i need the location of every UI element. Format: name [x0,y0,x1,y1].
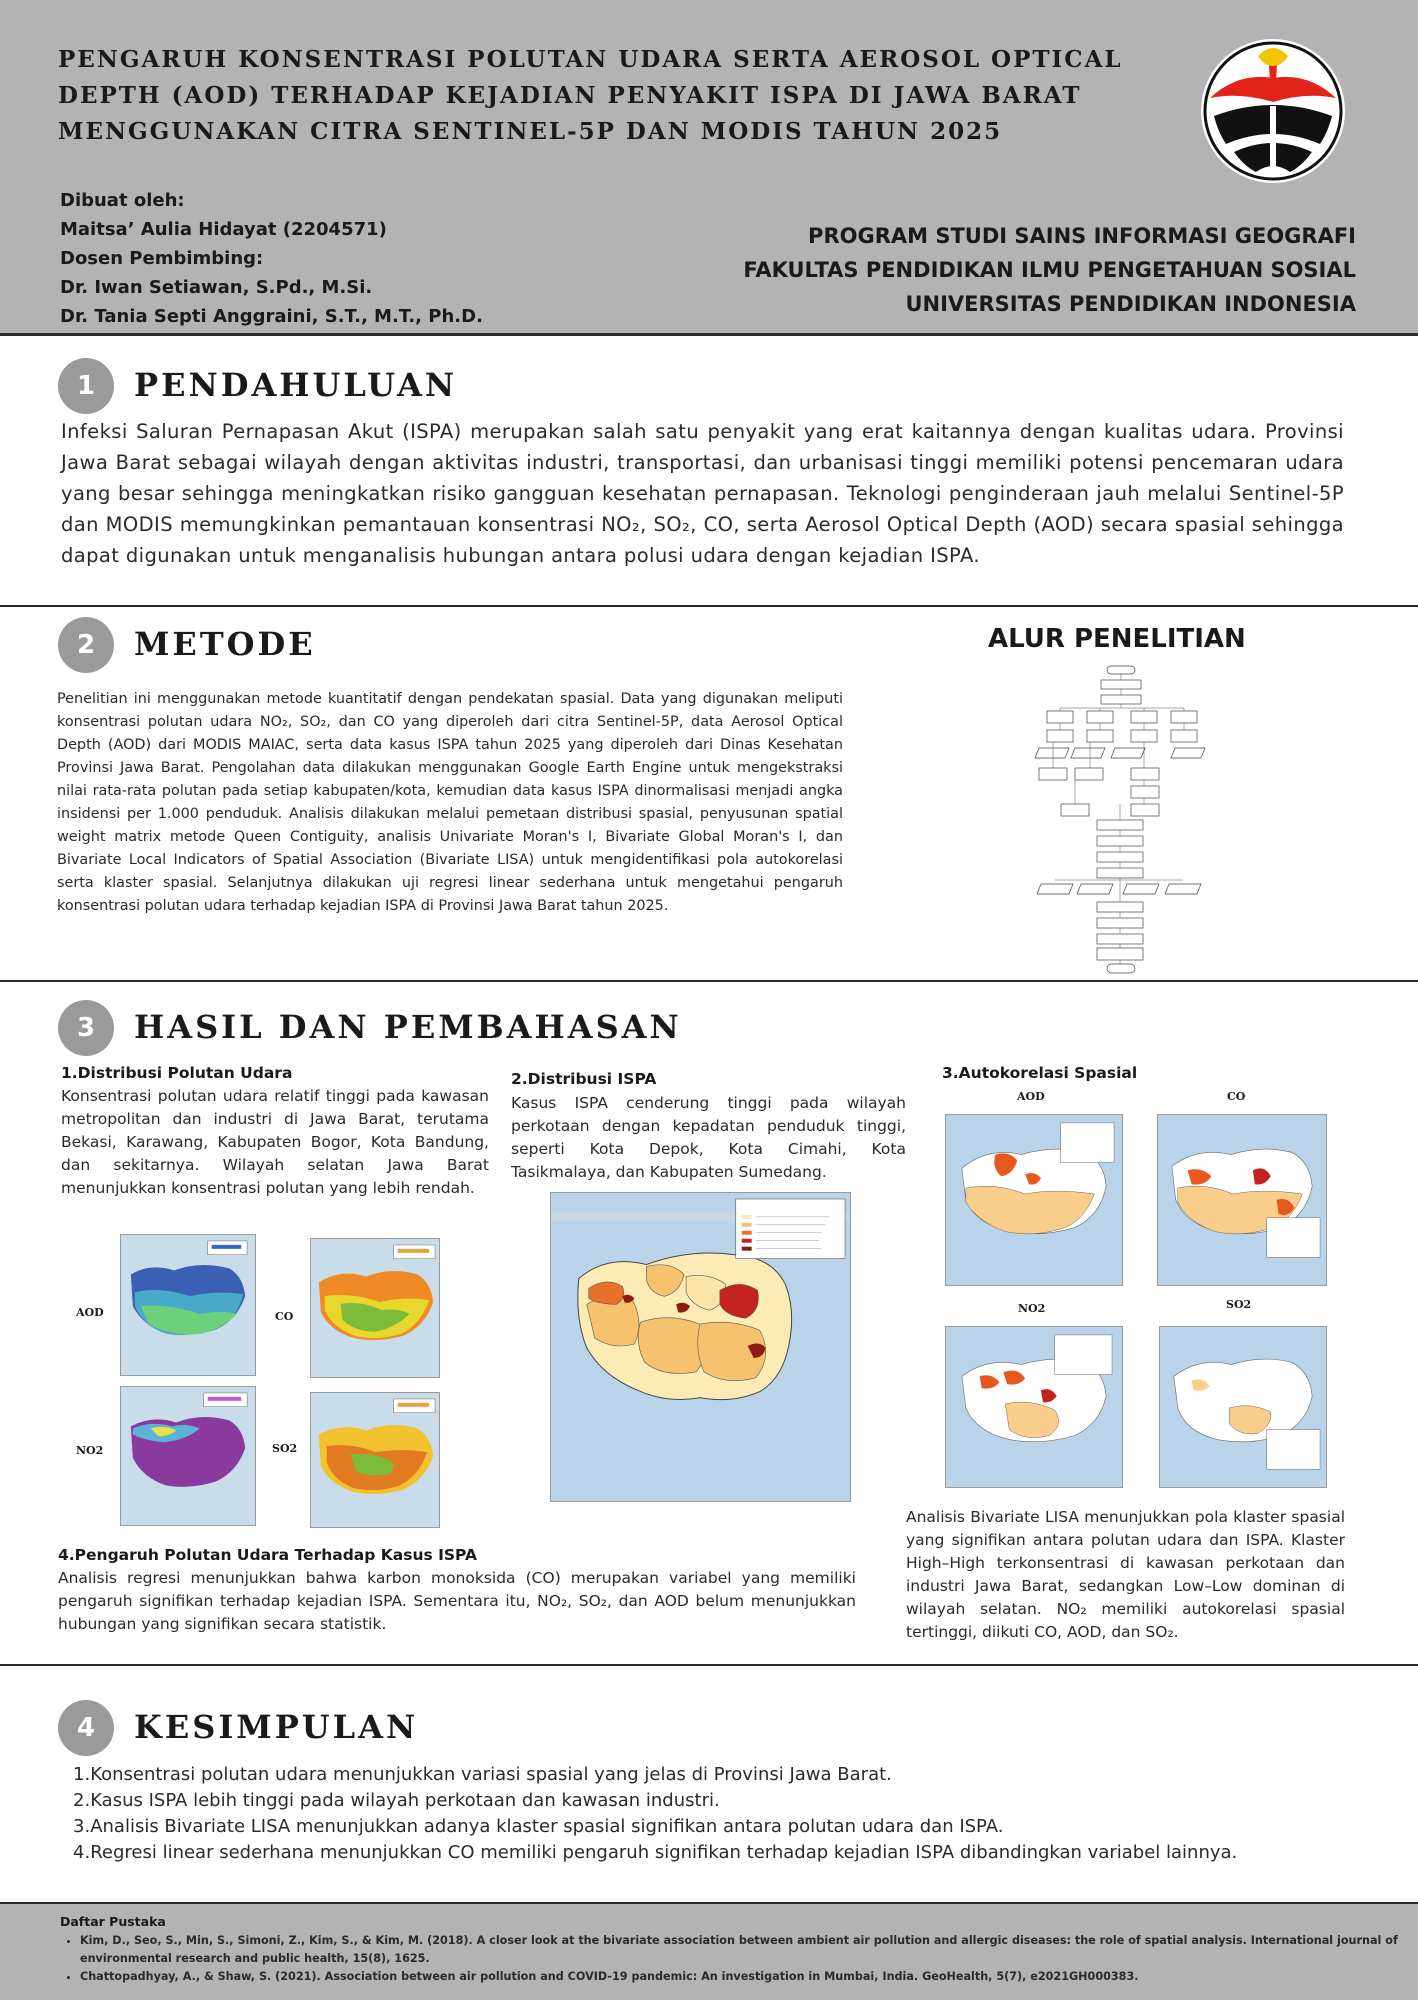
list-item [73,1814,1237,1840]
intro-paragraph: Infeksi Saluran Pernapasan Akut (ISPA) merupakan salah satu penyakit yang erat kaitannya dengan kualitas udara. Provinsi Jawa Barat sebagai wilayah dengan aktivitas industri, transportasi, dan urbanisasi tinggi memiliki potensi pencemaran udara yang besar sehingga meningkatkan risiko gangguan kesehatan pernapasan. Teknologi penginderaan jauh melalui Sentinel-5P dan MODIS memungkinkan pemantauan konsentrasi NO₂, SO₂, CO, serta Aerosol Optical Depth (AOD) secara spasial sehingga dapat digunakan untuk menganalisis hubungan antara polusi udara dengan kejadian ISPA. [61,420,1344,567]
list-number: 2. [73,1790,91,1811]
list-item [73,1762,1237,1788]
list-text: Analisis Bivariate LISA menunjukkan adanya klaster spasial signifikan antara polutan udara dan ISPA. [90,1816,1004,1837]
list-number: 1. [73,1764,91,1785]
map-label: CO [1227,1090,1246,1103]
subsection-paragraph: Analisis regresi menunjukkan bahwa karbon monoksida (CO) merupakan variabel yang memiliki pengaruh signifikan terhadap kejadian ISPA. Sementara itu, NO₂, SO₂, dan AOD belum menunjukkan hubungan yang signifikan secara statistik. [58,1569,856,1633]
so2-distribution-map [310,1392,440,1528]
title-line: DEPTH (AOD) TERHADAP KEJADIAN PENYAKIT ISPA DI JAWA BARAT [58,82,1082,109]
list-number: 4. [73,1842,91,1863]
references-footer [0,1902,1418,2000]
section-number: 2 [58,617,114,673]
references-title: Daftar Pustaka [60,1914,166,1929]
section-number: 4 [58,1700,114,1756]
map-label: NO2 [76,1444,104,1457]
co-distribution-map [310,1238,440,1378]
subsection-title: 1.Distribusi Polutan Udara [61,1064,293,1082]
subsection-paragraph: Konsentrasi polutan udara relatif tinggi pada kawasan metropolitan dan industri di Jawa Barat, terutama Bekasi, Karawang, Kabupaten Bogor, Kota Bandung, dan sekitarnya. Wilayah selatan Jawa Barat menunjukkan konsentrasi polutan yang lebih rendah. [61,1087,489,1197]
section-title: HASIL DAN PEMBAHASAN [134,1008,682,1046]
supervisor-name: Dr. Iwan Setiawan, S.Pd., M.Si. [60,277,373,298]
no2-lisa-map [945,1326,1123,1488]
references-list [80,1932,1410,1986]
list-text: Kasus ISPA lebih tinggi pada wilayah perkotaan dan kawasan industri. [90,1790,720,1811]
title-line: MENGGUNAKAN CITRA SENTINEL-5P DAN MODIS TAHUN 2025 [58,118,1003,145]
no2-distribution-map [120,1386,256,1526]
section-divider [0,1664,1418,1666]
institution-line: FAKULTAS PENDIDIKAN ILMU PENGETAHUAN SOSIAL [743,258,1356,282]
map-label: SO2 [1226,1298,1252,1311]
subsection-title: 4.Pengaruh Polutan Udara Terhadap Kasus ISPA [58,1546,477,1564]
section-title: METODE [134,625,316,663]
co-lisa-map [1157,1114,1327,1286]
list-number: 3. [73,1816,91,1837]
poster-header [0,0,1418,336]
institution-line: PROGRAM STUDI SAINS INFORMASI GEOGRAFI [808,224,1356,248]
made-by-label: Dibuat oleh: [60,190,185,211]
poster-title [58,42,1138,150]
map-label: SO2 [272,1442,298,1455]
institution-block [743,219,1356,321]
subsection-paragraph: Kasus ISPA cenderung tinggi pada wilayah perkotaan dengan kepadatan penduduk tinggi, seperti Kota Depok, Kota Cimahi, Kota Tasikmalaya, dan Kabupaten Sumedang. [511,1094,906,1181]
ispa-distribution-map [550,1192,851,1502]
section-title: KESIMPULAN [134,1708,419,1746]
map-label: CO [275,1310,294,1323]
subsection-title: 3.Autokorelasi Spasial [942,1064,1138,1082]
method-paragraph: Penelitian ini menggunakan metode kuantitatif dengan pendekatan spasial. Data yang digunakan meliputi konsentrasi polutan udara NO₂, SO₂, dan CO yang diperoleh dari citra Sentinel-5P, data Aerosol Optical Depth (AOD) dari MODIS MAIAC, serta data kasus ISPA tahun 2025 yang diperoleh dari Dinas Kesehatan Provinsi Jawa Barat. Pengolahan data dilakukan menggunakan Google Earth Engine untuk mengekstraksi nilai rata-rata polutan pada setiap kabupaten/kota, kemudian data kasus ISPA dinormalisasi menjadi angka insidensi per 1.000 penduduk. Analisis dilakukan melalui pemetaan distribusi spasial, penyusunan spatial weight matrix metode Queen Contiguity, analisis Univariate Moran's I, Bivariate Global Moran's I, dan Bivariate Local Indicators of Spatial Association (Bivariate LISA) untuk mengidentifikasi pola autokorelasi serta klaster spasial. Selanjutnya dilakukan uji regresi linear sederhana untuk mengetahui pengaruh konsentrasi polutan udara terhadap kejadian ISPA di Provinsi Jawa Barat tahun 2025. [57,691,843,914]
section-number: 3 [58,1000,114,1056]
aod-lisa-map [945,1114,1123,1286]
subsection-paragraph: Analisis Bivariate LISA menunjukkan pola klaster spasial yang signifikan antara polutan udara dan ISPA. Klaster High–High terkonsentrasi di kawasan perkotaan dan industri Jawa Barat, sedangkan Low–Low dominan di wilayah selatan. NO₂ memiliki autokorelasi spasial tertinggi, diikuti CO, AOD, dan SO₂. [906,1508,1345,1641]
aod-distribution-map [120,1234,256,1376]
section-number: 1 [58,358,114,414]
conclusion-list [73,1762,1237,1866]
reference-item: • Chattopadhyay, A., & Shaw, S. (2021). Association between air pollution and COVID-19 pandemic: An investigation in Mumbai, India. GeoHealth, 5(7), e2021GH000383. [80,1968,1410,1986]
list-text: Konsentrasi polutan udara menunjukkan variasi spasial yang jelas di Provinsi Jawa Barat. [90,1764,892,1785]
institution-line: UNIVERSITAS PENDIDIKAN INDONESIA [905,292,1356,316]
author-name: Maitsa’ Aulia Hidayat (2204571) [60,219,387,240]
section-title: PENDAHULUAN [134,366,458,404]
list-item [73,1840,1237,1866]
reference-item: • Kim, D., Seo, S., Min, S., Simoni, Z., Kim, S., & Kim, M. (2018). A closer look at the bivariate association between ambient air pollution and allergic diseases: the role of spatial analysis. International journal of environmental research and public health, 15(8), 1625. [80,1932,1410,1968]
list-item [73,1788,1237,1814]
flowchart-title: ALUR PENELITIAN [988,624,1246,654]
map-label: AOD [76,1306,104,1319]
title-line: PENGARUH KONSENTRASI POLUTAN UDARA SERTA AEROSOL OPTICAL [58,46,1123,73]
so2-lisa-map [1159,1326,1327,1488]
authors-block [60,186,483,331]
supervisor-label: Dosen Pembimbing: [60,248,264,269]
university-logo-icon [1198,36,1348,186]
list-text: Regresi linear sederhana menunjukkan CO memiliki pengaruh signifikan terhadap kejadian ISPA dibandingkan variabel lainnya. [90,1842,1238,1863]
research-flowchart [1035,664,1215,976]
map-label: NO2 [1018,1302,1046,1315]
section-divider [0,980,1418,982]
subsection-title: 2.Distribusi ISPA [511,1070,657,1088]
supervisor-name: Dr. Tania Septi Anggraini, S.T., M.T., Ph.D. [60,306,483,327]
section-divider [0,605,1418,607]
map-label: AOD [1017,1090,1045,1103]
